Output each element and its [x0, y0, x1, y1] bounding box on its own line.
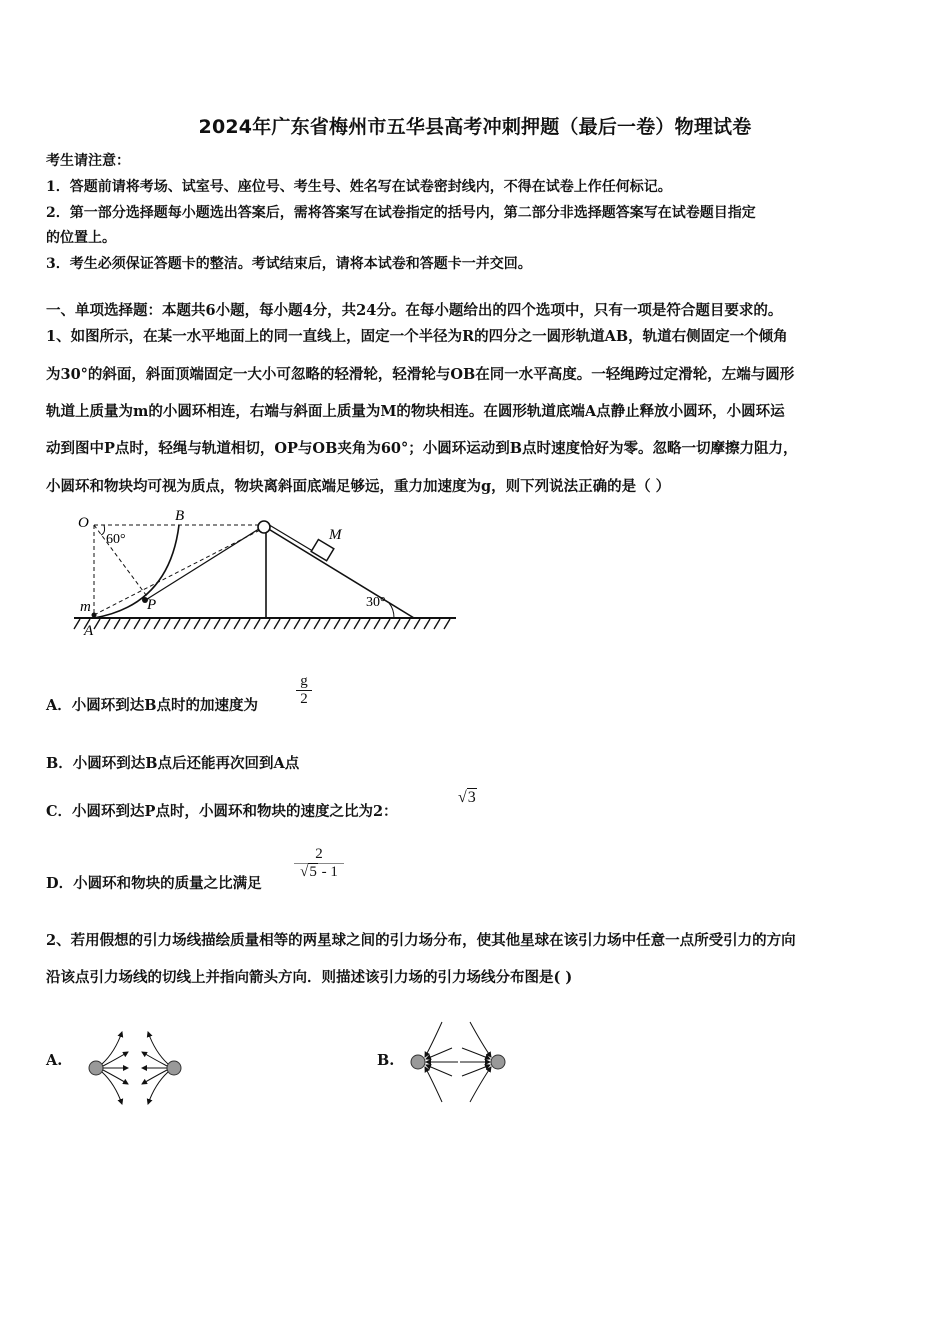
q1-option-b: B．小圆环到达B点后还能再次回到A点 [46, 755, 300, 772]
notice-item-2: 2．第一部分选择题每小题选出答案后，需将答案写在试卷指定的括号内，第二部分非选择题答案写在试卷题目指定 [46, 205, 756, 221]
rope-right [266, 523, 316, 553]
q1-option-a: A．小圆环到达B点时的加速度为 [46, 697, 259, 714]
star-left [89, 1061, 103, 1075]
label-60: 60° [106, 532, 126, 547]
angle-60-arc [101, 525, 105, 535]
q2-line-1: 2、若用假想的引力场线描绘质量相等的两星球之间的引力场分布，使其他星球在该引力场中任意一点所受引力的方向 [46, 932, 796, 949]
q1-option-c: C．小圆环到达P点时，小圆环和物块的速度之比为2： [46, 803, 398, 820]
field-lines-into-left [425, 1022, 458, 1102]
q2-option-a-figure [80, 1022, 190, 1112]
q1-option-d-fraction [294, 846, 344, 881]
field-lines-right [142, 1032, 168, 1104]
q1-line-5: 小圆环和物块均可视为质点，物块离斜面底端足够远，重力加速度为g，则下列说法正确的是（ ） [46, 478, 671, 495]
q1-option-a-fraction [296, 673, 312, 708]
frac-numerator: 2 [294, 846, 344, 864]
q2-option-b-label: B. [377, 1052, 395, 1069]
star-left [411, 1055, 425, 1069]
label-b: B [175, 508, 185, 524]
q2-line-2: 沿该点引力场线的切线上并指向箭头方向．则描述该引力场的引力场线分布图是( ) [46, 969, 573, 986]
q1-figure [44, 505, 464, 640]
label-m-block: M [329, 527, 342, 543]
q1-line-1: 1、如图所示，在某一水平地面上的同一直线上，固定一个半径为R的四分之一圆形轨道AB，轨道右侧固定一个倾角 [46, 328, 788, 345]
label-m-ring: m [80, 599, 91, 615]
field-lines-into-right [460, 1022, 491, 1102]
frac-numerator: g [296, 673, 312, 691]
page-title: 2024年广东省梅州市五华县高考冲刺押题（最后一卷）物理试卷 [198, 116, 752, 138]
q2-option-a-label: A. [46, 1052, 63, 1069]
label-30: 30° [366, 595, 386, 610]
star-right [491, 1055, 505, 1069]
field-lines-left [102, 1032, 128, 1104]
frac-denominator: 2 [300, 691, 308, 707]
ground-hatching [74, 619, 450, 629]
star-right [167, 1061, 181, 1075]
section-heading: 一、单项选择题：本题共6小题，每小题4分，共24分。在每小题给出的四个选项中，只有一项是符合题目要求的。 [46, 302, 783, 319]
notice-item-1: 1．答题前请将考场、试室号、座位号、考生号、姓名写在试卷密封线内，不得在试卷上作任何标记。 [46, 179, 672, 195]
pulley [258, 521, 270, 533]
frac-denominator: √5 - 1 [300, 864, 338, 880]
q1-option-d: D．小圆环和物块的质量之比满足 [46, 875, 262, 892]
ring-a [92, 613, 97, 618]
label-o: O [78, 515, 89, 531]
q2-option-b-figure [400, 1018, 518, 1110]
q1-line-4: 动到图中P点时，轻绳与轨道相切，OP与OB夹角为60°；小圆环运动到B点时速度恰好为零。忽略一切摩擦力阻力， [46, 440, 798, 457]
q1-line-3: 轨道上质量为m的小圆环相连，右端与斜面上质量为M的物块相连。在圆形轨道底端A点静止释放小圆环，小圆环运 [46, 403, 785, 420]
label-a: A [84, 623, 94, 639]
notice-item-2-cont: 的位置上。 [46, 230, 116, 246]
notice-heading: 考生请注意： [46, 153, 130, 169]
label-p: P [147, 597, 157, 613]
q1-line-2: 为30°的斜面，斜面顶端固定一大小可忽略的轻滑轮，轻滑轮与OB在同一水平高度。一轻绳跨过定滑轮，左端与圆形 [46, 366, 795, 383]
notice-item-3: 3．考生必须保证答题卡的整洁。考试结束后，请将本试卷和答题卡一并交回。 [46, 256, 532, 272]
q1-option-c-sqrt: √3 [458, 789, 476, 806]
